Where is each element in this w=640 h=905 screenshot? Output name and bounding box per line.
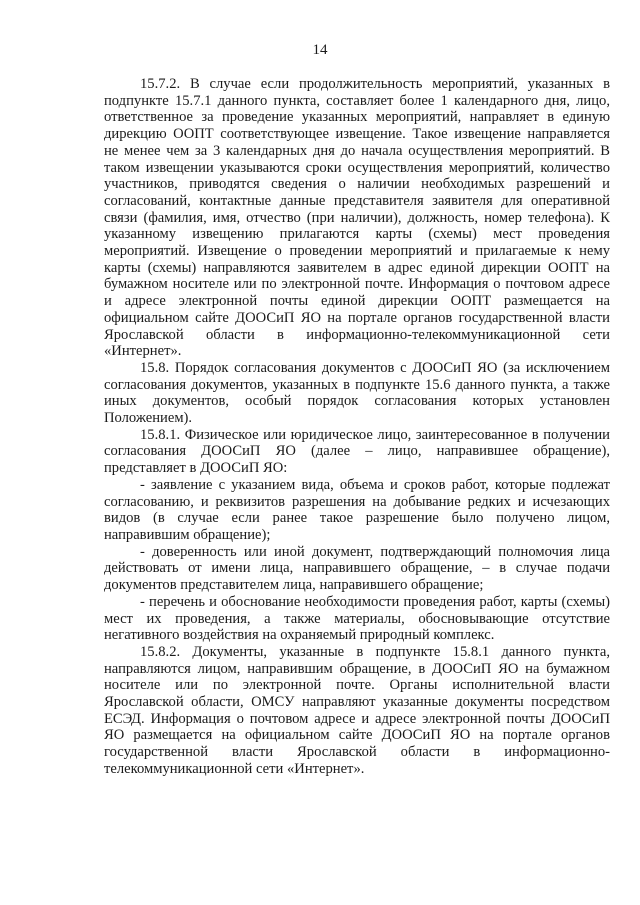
paragraph-15-8-2: 15.8.2. Документы, указанные в подпункте 15.8.1 данного пункта, направляются лицом, направившим обращение, в ДООСиП ЯО на бумажном носителе или по электронной почте. Органы исполнительной власти Ярославской области, ОМСУ направляют указанные документы посредством ЕСЭД. Информация о почтовом адресе и адресе электронной почты ДООСиП ЯО размещается на официальном сайте ДООСиП ЯО на портале органов государственной власти Ярославской области в информационно-телекоммуникационной сети «Интернет». bbox=[104, 643, 610, 777]
page-number: 14 bbox=[312, 42, 328, 58]
document-body bbox=[104, 76, 610, 778]
paragraph-15-8-1: 15.8.1. Физическое или юридическое лицо, заинтересованное в получении согласования ДООСиП ЯО (далее – лицо, направившее обращение), представляет в ДООСиП ЯО: bbox=[104, 426, 610, 477]
list-item-work-list: - перечень и обоснование необходимости проведения работ, карты (схемы) мест их проведения, а также материалы, обосновывающие отсутствие негативного воздействия на охраняемый природный комплекс. bbox=[104, 593, 610, 644]
paragraph-15-8: 15.8. Порядок согласования документов с ДООСиП ЯО (за исключением согласования документов, указанных в подпункте 15.6 данного пункта, а также иных документов, особый порядок согласования которых установлен Положением). bbox=[104, 359, 610, 427]
list-item-power-of-attorney: - доверенность или иной документ, подтверждающий полномочия лица действовать от имени лица, направившего обращение, – в случае подачи документов представителем лица, направившего обращение; bbox=[104, 543, 610, 594]
paragraph-15-7-2: 15.7.2. В случае если продолжительность мероприятий, указанных в подпункте 15.7.1 данного пункта, составляет более 1 календарного дня, лицо, ответственное за проведение указанных мероприятий, направляет в единую дирекцию ООПТ соответствующее извещение. Такое извещение направляется не менее чем за 3 календарных дня до начала осуществления мероприятий. В таком извещении указываются сроки осуществления мероприятий, количество участников, приводятся сведения о наличии необходимых разрешений и согласований, контактные данные представителя заявителя для оперативной связи (фамилия, имя, отчество (при наличии), должность, номер телефона). К указанному извещению прилагаются карты (схемы) мест проведения мероприятий. Извещение о проведении мероприятий и прилагаемые к нему карты (схемы) направляются заявителем в адрес единой дирекции ООПТ на бумажном носителе или по электронной почте. Информация о почтовом адресе и адресе электронной почты единой дирекции ООПТ размещается на официальном сайте ДООСиП ЯО на портале органов государственной власти Ярославской области в информационно-телекоммуникационной сети «Интернет». bbox=[104, 76, 610, 360]
list-item-application: - заявление с указанием вида, объема и сроков работ, которые подлежат согласованию, и реквизитов разрешения на добывание редких и исчезающих видов (в случае если ранее такое разрешение было получено лицом, направившим обращение); bbox=[104, 476, 610, 543]
